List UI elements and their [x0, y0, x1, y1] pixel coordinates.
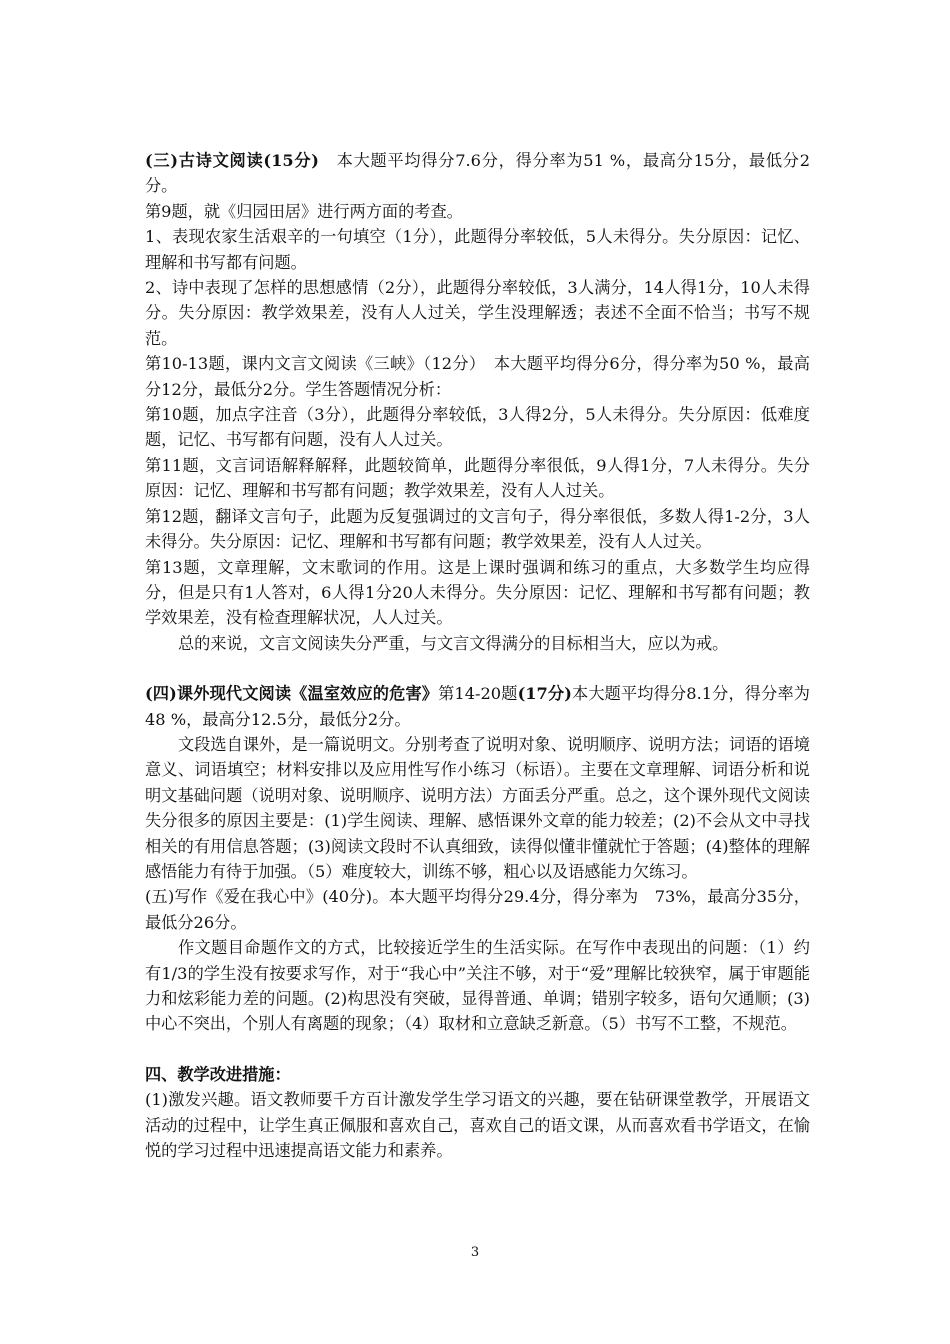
sec4-intro-paragraph [145, 681, 810, 732]
sec3-intro: 本大题平均得分7.6分，得分率为51 %，最高分15分，最低分2分。 [145, 151, 810, 196]
q10-text: 第10题，加点字注音（3分），此题得分率较低，3人得2分，5人未得分。失分原因：低难度题，记忆、书写都有问题，没有人人过关。 [145, 405, 810, 450]
q10-13-text: 第10-13题，课内文言文阅读《三峡》（12分） 本大题平均得分6分，得分率为50 %，最高分12分，最低分2分。学生答题情况分析： [145, 354, 810, 399]
page-number: 3 [470, 1245, 480, 1260]
sec5-body: 作文题目命题作文的方式，比较接近学生的生活实际。在写作中表现出的问题：（1）约有1/3的学生没有按要求写作，对于“我心中”关注不够，对于“爱”理解比较狭窄，属于审题能力和炫彩能力差的问题。(2)构思没有突破，显得普通、单调；错别字较多，语句欠通顺；(3)中心不突出，个别人有离题的现象；（4）取材和立意缺乏新意。（5）书写不工整，不规范。 [145, 938, 810, 1034]
spacer [145, 1037, 810, 1062]
improve-heading: 四、教学改进措施： [145, 1064, 291, 1084]
sec3-intro-paragraph [145, 148, 810, 199]
sec3-summary: 总的来说，文言文阅读失分严重，与文言文得满分的目标相当大，应以为戒。 [178, 633, 729, 653]
sec4-heading: (四)课外现代文阅读《温室效应的危害》 [145, 684, 439, 704]
improve-p1: (1)激发兴趣。语文教师要千方百计激发学生学习语文的兴趣，要在钻研课堂教学，开展语文活动的过程中，让学生真正佩服和喜欢自己，喜欢自己的语文课，从而喜欢看书学语文，在愉悦的学习过程中迅速提高语文能力和素养。 [145, 1090, 810, 1161]
q9-1-text: 1、表现农家生活艰辛的一句填空（1分），此题得分率较低，5人未得分。失分原因：记忆、理解和书写都有问题。 [145, 227, 810, 272]
q13-text: 第13题，文章理解，文末歌词的作用。这是上课时强调和练习的重点，大多数学生均应得分，但是只有1人答对，6人得1分20人未得分。失分原因：记忆、理解和书写都有问题；教学效果差，没有检查理解状况，人人过关。 [145, 557, 810, 628]
q12-text: 第12题，翻译文言句子，此题为反复强调过的文言句子，得分率很低，多数人得1-2分，3人未得分。失分原因：记忆、理解和书写都有问题；教学效果差，没有人人过关。 [145, 506, 810, 552]
sec4-question-range: 第14-20题 [438, 684, 518, 704]
document-body [145, 148, 810, 1163]
sec4-score: (17分) [517, 684, 572, 704]
sec5-heading: (五)写作《爱在我心中》(40分)。本大题平均得分29.4分，得分率为 73%，最高分35分，最低分26分。 [145, 887, 810, 932]
q11-text: 第11题，文言词语解释解释，此题较简单，此题得分率很低，9人得1分，7人未得分。失分原因：记忆、理解和书写都有问题；教学效果差，没有人人过关。 [145, 455, 810, 501]
q9-2-text: 2、诗中表现了怎样的思想感情（2分），此题得分率较低，3人满分，14人得1分，10人未得分。失分原因：教学效果差，没有人人过关，学生没理解透；表述不全面不恰当；书写不规范。 [145, 278, 810, 348]
sec4-body: 文段选自课外，是一篇说明文。分别考查了说明对象、说明顺序、说明方法；词语的语境意义、词语填空；材料安排以及应用性写作小练习（标语）。主要在文章理解、词语分析和说明文基础问题（说明对象、说明顺序、说明方法）方面丢分严重。总之，这个课外现代文阅读失分很多的原因主要是：(1)学生阅读、理解、感悟课外文章的能力较差；(2)不会从文中寻找相关的有用信息答题；(3)阅读文段时不认真细致，读得似懂非懂就忙于答题；(4)整体的理解感悟能力有待于加强。（5）难度较大，训练不够，粗心以及语感能力欠练习。 [145, 734, 810, 881]
sec4-intro: 本大题平均得分8.1分，得分率为48 %，最高分12.5分，最低分2分。 [145, 684, 810, 729]
sec3-heading: (三)古诗文阅读(15分) [145, 151, 319, 170]
q9-text: 第9题，就《归园田居》进行两方面的考查。 [145, 201, 463, 221]
spacer [145, 656, 810, 681]
